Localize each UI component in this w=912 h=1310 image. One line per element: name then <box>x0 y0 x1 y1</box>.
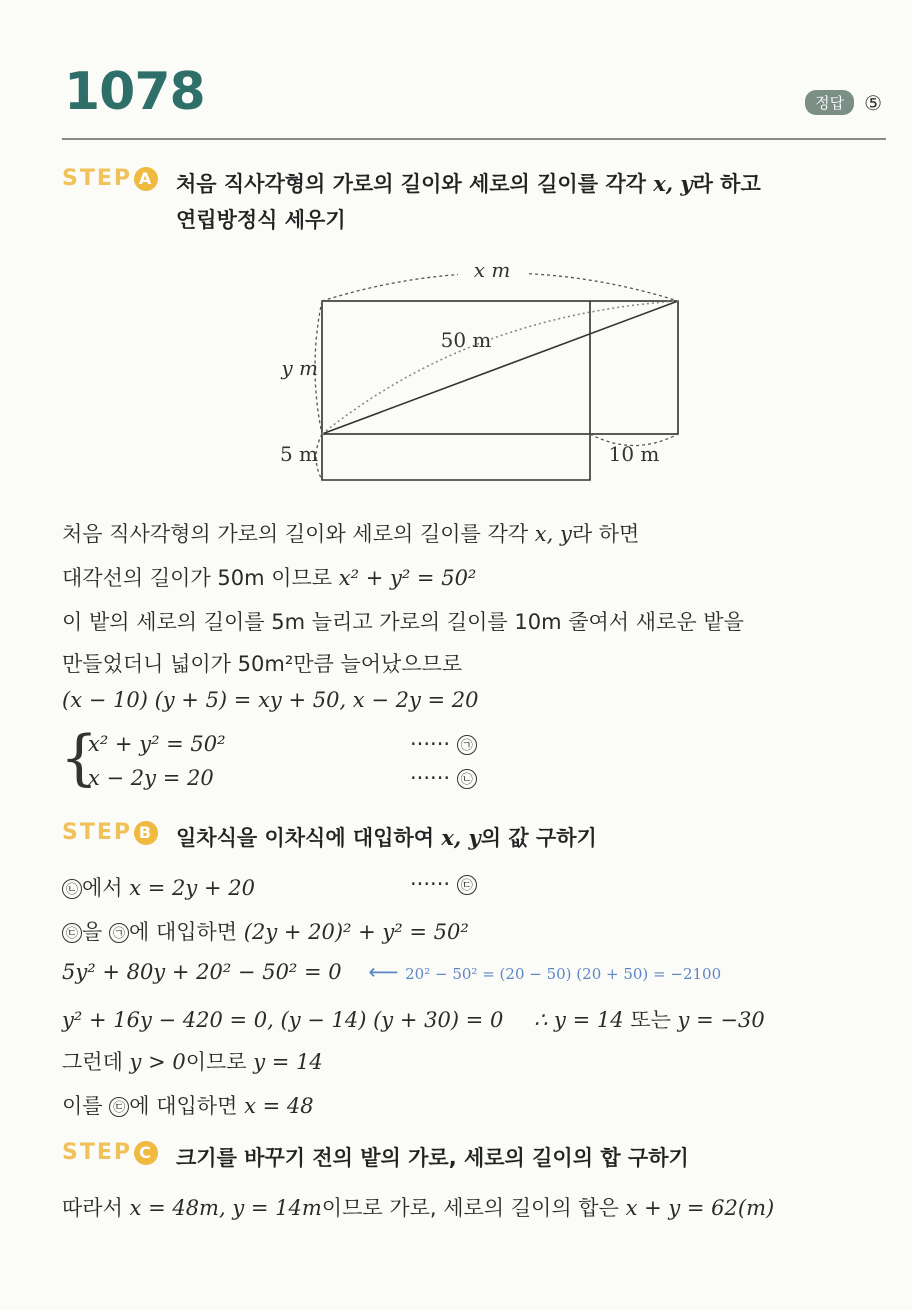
a-line-3: 이 밭의 세로의 길이를 5m 늘리고 가로의 길이를 10m 줄여서 새로운 밭을 <box>62 610 744 634</box>
system-eq-2-tag: ······ ㉡ <box>410 766 477 790</box>
system-eq-1-tag: ······ ㉠ <box>410 732 477 756</box>
step-b-tag <box>62 820 158 845</box>
b-line-1-tag: ······ ㉢ <box>410 872 477 896</box>
step-a-tag <box>62 166 158 191</box>
step-b <box>62 820 597 856</box>
problem-number: 1078 <box>64 62 205 122</box>
step-a-title: 처음 직사각형의 가로의 길이와 세로의 길이를 각각 x, y라 하고 연립방정식 세우기 <box>176 171 761 232</box>
system-eq-1: x² + y² = 50² <box>88 732 226 756</box>
answer-box <box>805 90 882 115</box>
b-line-1: ㉡ 에서 x = 2y + 20 <box>62 872 255 902</box>
step-a-label: STEP <box>62 166 133 191</box>
b-line-6: 이를 ㉢ 에 대입하면 x = 48 <box>62 1094 314 1118</box>
system-eq-2: x − 2y = 20 <box>88 766 214 790</box>
a-line-5: (x − 10) (y + 5) = xy + 50, x − 2y = 20 <box>62 688 479 712</box>
b-line-5: 그런데 y > 0이므로 y = 14 <box>62 1050 323 1074</box>
step-b-label: STEP <box>62 820 133 845</box>
header-divider <box>62 138 886 140</box>
system-brace: { <box>60 723 99 793</box>
step-c <box>62 1140 689 1176</box>
step-c-tag <box>62 1140 158 1165</box>
step-b-title: 일차식을 이차식에 대입하여 x, y의 값 구하기 <box>176 825 597 850</box>
step-c-title: 크기를 바꾸기 전의 밭의 가로, 세로의 길이의 합 구하기 <box>176 1146 689 1170</box>
answer-badge: 정답 <box>805 90 854 115</box>
step-a-letter: A <box>134 167 158 191</box>
b-line-3: 5y² + 80y + 20² − 50² = 0 ⟵ 20² − 50² = (20 − 50) (20 + 50) = −2100 <box>62 960 722 984</box>
step-c-label: STEP <box>62 1140 133 1165</box>
c-line-1: 따라서 x = 48m, y = 14m이므로 가로, 세로의 길이의 합은 x + y = 62(m) <box>62 1196 775 1220</box>
step-a <box>62 166 761 238</box>
step-c-letter: C <box>134 1141 158 1165</box>
label-10m: 10 m <box>608 442 660 466</box>
label-height: y m <box>281 356 318 380</box>
label-diagonal: 50 m <box>440 328 492 352</box>
b-line-4: y² + 16y − 420 = 0, (y − 14) (y + 30) = 0 ∴ y = 14 또는 y = −30 <box>62 1008 765 1032</box>
a-line-4: 만들었더니 넓이가 50m²만큼 늘어났으므로 <box>62 652 463 676</box>
b-line-3-note: 20² − 50² = (20 − 50) (20 + 50) = −2100 <box>405 965 722 983</box>
b-line-2: ㉢ 을 ㉠ 에 대입하면 (2y + 20)² + y² = 50² <box>62 916 469 946</box>
label-5m: 5 m <box>279 442 318 466</box>
step-b-letter: B <box>134 821 158 845</box>
answer-value: ⑤ <box>864 90 882 115</box>
a-line-2: 대각선의 길이가 50m 이므로 x² + y² = 50² <box>62 566 477 590</box>
label-width: x m <box>473 258 511 282</box>
rectangle-diagram <box>270 255 690 495</box>
a-line-1: 처음 직사각형의 가로의 길이와 세로의 길이를 각각 x, y라 하면 <box>62 522 640 546</box>
